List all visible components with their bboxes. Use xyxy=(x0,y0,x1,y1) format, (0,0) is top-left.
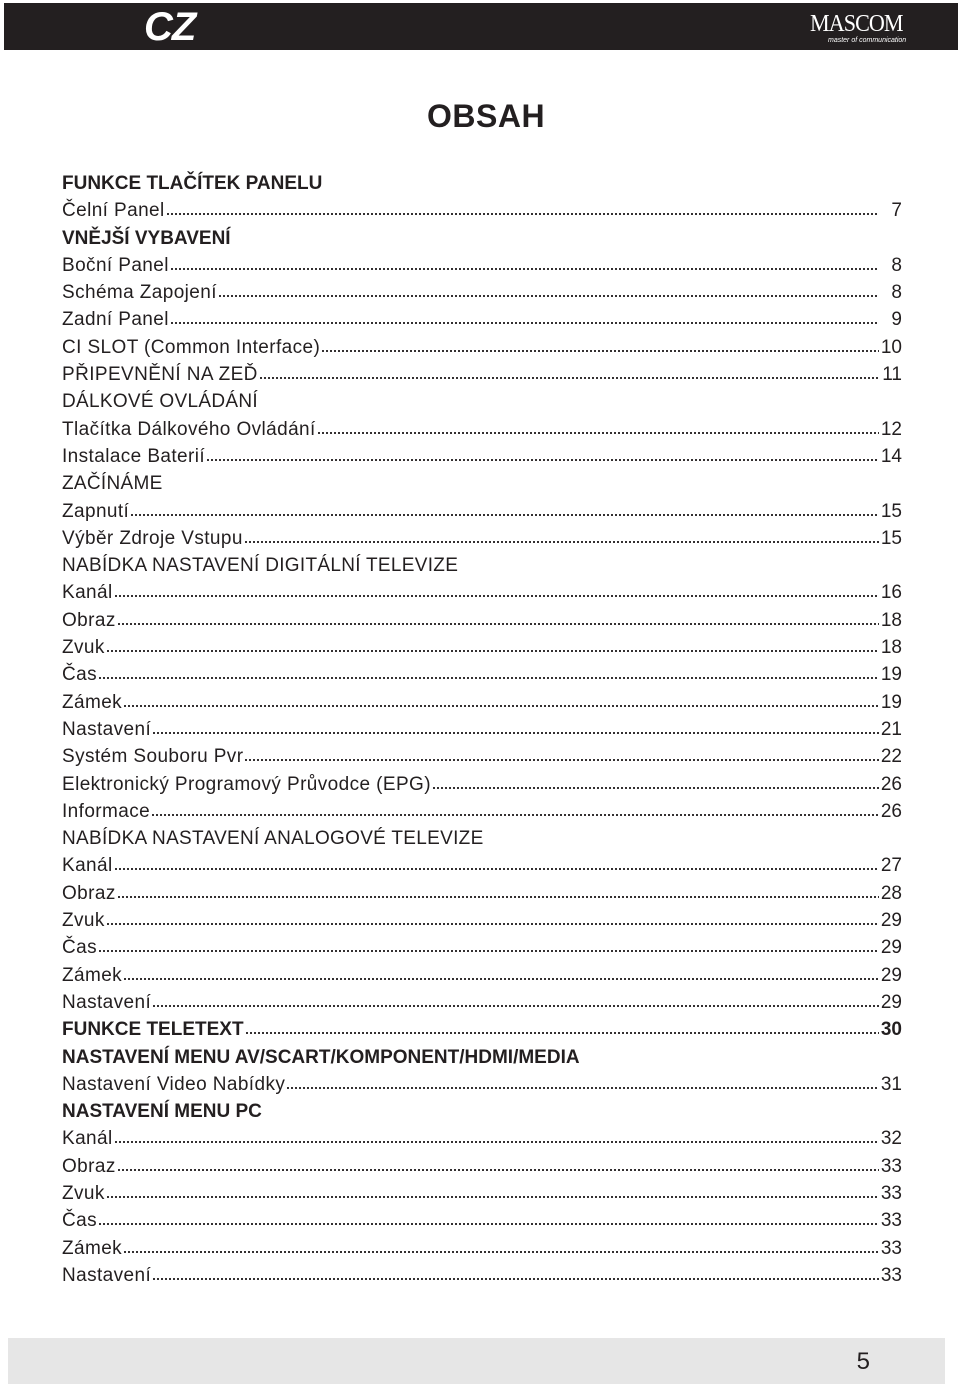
toc-page-number: 19 xyxy=(880,664,902,686)
toc-entry[interactable] xyxy=(62,880,902,907)
toc-leader-dots xyxy=(98,949,879,953)
toc-section-heading xyxy=(62,552,902,579)
toc-label: Tlačítka Dálkového Ovládání xyxy=(62,418,316,440)
toc-entry[interactable] xyxy=(62,743,902,770)
toc-leader-dots xyxy=(317,431,879,435)
toc-page-number: 29 xyxy=(880,937,902,959)
toc-leader-dots xyxy=(117,1168,879,1172)
toc-entry[interactable] xyxy=(62,1262,902,1289)
toc-page-number: 33 xyxy=(880,1264,902,1286)
toc-leader-dots xyxy=(114,594,879,598)
toc-leader-dots xyxy=(244,758,879,762)
toc-label: PŘIPEVNĚNÍ NA ZEĎ xyxy=(62,364,258,386)
toc-label: DÁLKOVÉ OVLÁDÁNÍ xyxy=(62,391,258,413)
toc-label: Zvuk xyxy=(62,637,105,659)
toc-entry[interactable] xyxy=(62,1071,902,1098)
page-footer xyxy=(8,1338,945,1384)
toc-page-number: 18 xyxy=(880,609,902,631)
toc-page-number: 19 xyxy=(880,691,902,713)
toc-leader-dots xyxy=(130,513,879,517)
toc-page-number: 28 xyxy=(880,882,902,904)
toc-label: Elektronický Programový Průvodce (EPG) xyxy=(62,773,431,795)
toc-label: Systém Souboru Pvr xyxy=(62,746,244,768)
brand-logo-text: MASCOM xyxy=(810,11,903,37)
toc-leader-dots xyxy=(123,1250,879,1254)
toc-entry[interactable] xyxy=(62,716,902,743)
brand-logo xyxy=(810,11,922,47)
toc-leader-dots xyxy=(259,376,879,380)
toc-label: Kanál xyxy=(62,855,113,877)
toc-leader-dots xyxy=(123,977,879,981)
toc-page-number: 26 xyxy=(880,800,902,822)
toc-entry[interactable] xyxy=(62,852,902,879)
toc-page-number: 8 xyxy=(891,254,902,276)
toc-label: NABÍDKA NASTAVENÍ DIGITÁLNÍ TELEVIZE xyxy=(62,555,459,577)
toc-entry[interactable] xyxy=(62,579,902,606)
toc-page-number: 16 xyxy=(880,582,902,604)
toc-entry[interactable] xyxy=(62,279,902,306)
toc-entry[interactable] xyxy=(62,1235,902,1262)
toc-page-number: 8 xyxy=(891,282,902,304)
toc-leader-dots xyxy=(152,1004,879,1008)
toc-leader-dots xyxy=(170,267,879,271)
toc-leader-dots xyxy=(432,786,879,790)
toc-label: Zámek xyxy=(62,1237,123,1259)
brand-logo-tagline: master of communication xyxy=(828,37,907,44)
toc-leader-dots xyxy=(152,1277,879,1281)
toc-entry[interactable] xyxy=(62,361,902,388)
toc-label: Obraz xyxy=(62,609,116,631)
toc-leader-dots xyxy=(321,349,879,353)
toc-entry[interactable] xyxy=(62,1125,902,1152)
toc-label: Zvuk xyxy=(62,910,105,932)
toc-leader-dots xyxy=(152,731,879,735)
toc-label: Schéma Zapojení xyxy=(62,282,217,304)
toc-leader-dots xyxy=(114,1140,879,1144)
toc-label: Čas xyxy=(62,1210,97,1232)
toc-label: Výběr Zdroje Vstupu xyxy=(62,527,243,549)
toc-label: Nastavení xyxy=(62,1264,152,1286)
toc-leader-dots xyxy=(166,212,879,216)
toc-page-number: 26 xyxy=(880,773,902,795)
toc-entry[interactable] xyxy=(62,1153,902,1180)
toc-label: NASTAVENÍ MENU PC xyxy=(62,1101,262,1123)
toc-page-number: 33 xyxy=(880,1155,902,1177)
toc-entry[interactable] xyxy=(62,689,902,716)
toc-page-number: 18 xyxy=(880,637,902,659)
toc-label: Zámek xyxy=(62,691,123,713)
toc-label: Informace xyxy=(62,800,151,822)
toc-label: Zadní Panel xyxy=(62,309,169,331)
toc-entry[interactable] xyxy=(62,525,902,552)
toc-leader-dots xyxy=(114,867,879,871)
toc-page-number: 15 xyxy=(880,527,902,549)
toc-section-heading xyxy=(62,170,902,197)
toc-entry[interactable] xyxy=(62,306,902,333)
toc-section-heading xyxy=(62,388,902,415)
toc-entry[interactable] xyxy=(62,1180,902,1207)
toc-section-heading xyxy=(62,470,902,497)
toc-label: Zámek xyxy=(62,964,123,986)
toc-leader-dots xyxy=(218,294,879,298)
toc-leader-dots xyxy=(206,458,879,462)
toc-entry[interactable] xyxy=(62,661,902,688)
toc-entry[interactable] xyxy=(62,498,902,525)
toc-leader-dots xyxy=(151,813,879,817)
toc-leader-dots xyxy=(98,1222,879,1226)
toc-page-number: 33 xyxy=(880,1210,902,1232)
toc-label: VNĚJŠÍ VYBAVENÍ xyxy=(62,227,231,249)
toc-label: CI SLOT (Common Interface) xyxy=(62,336,321,358)
toc-label: Kanál xyxy=(62,582,113,604)
toc-label: Obraz xyxy=(62,1155,116,1177)
toc-label: FUNKCE TLAČÍTEK PANELU xyxy=(62,173,323,194)
toc-leader-dots xyxy=(98,676,879,680)
toc-label: Instalace Baterií xyxy=(62,445,206,467)
toc-leader-dots xyxy=(106,922,879,926)
toc-page-number: 27 xyxy=(880,855,902,877)
toc-page-number: 14 xyxy=(880,445,902,467)
toc-label: Zvuk xyxy=(62,1182,105,1204)
toc-page-number: 9 xyxy=(891,309,902,331)
toc-leader-dots xyxy=(117,895,879,899)
toc-entry[interactable] xyxy=(62,334,902,361)
toc-label: Obraz xyxy=(62,882,116,904)
toc-section-heading xyxy=(62,1044,902,1071)
toc-leader-dots xyxy=(106,649,879,653)
toc-entry[interactable] xyxy=(62,934,902,961)
toc-entry[interactable] xyxy=(62,771,902,798)
toc-label: Boční Panel xyxy=(62,254,169,276)
toc-label: NABÍDKA NASTAVENÍ ANALOGOVÉ TELEVIZE xyxy=(62,828,484,850)
toc-page-number: 10 xyxy=(880,336,902,358)
toc-entry[interactable] xyxy=(62,1207,902,1234)
toc-leader-dots xyxy=(117,622,879,626)
toc-entry[interactable] xyxy=(62,798,902,825)
toc-leader-dots xyxy=(106,1195,879,1199)
toc-page-number: 31 xyxy=(880,1073,902,1095)
toc-leader-dots xyxy=(244,540,879,544)
toc-page-number: 12 xyxy=(880,418,902,440)
toc-leader-dots xyxy=(286,1086,879,1090)
toc-page-number: 33 xyxy=(880,1237,902,1259)
toc-page-number: 29 xyxy=(880,910,902,932)
toc-entry[interactable] xyxy=(62,607,902,634)
toc-leader-dots xyxy=(170,321,879,325)
toc-label: ZAČÍNÁME xyxy=(62,473,163,495)
toc-page-number: 30 xyxy=(880,1019,902,1041)
toc-page-number: 32 xyxy=(880,1128,902,1150)
toc-entry[interactable] xyxy=(62,989,902,1016)
toc-section-heading xyxy=(62,225,902,252)
toc-label: Kanál xyxy=(62,1128,113,1150)
toc-page-number: 15 xyxy=(880,500,902,522)
toc-entry[interactable] xyxy=(62,197,902,224)
toc-label: Čelní Panel xyxy=(62,200,165,222)
toc-entry[interactable] xyxy=(62,443,902,470)
page-number: 5 xyxy=(856,1348,870,1375)
toc-entry[interactable] xyxy=(62,416,902,443)
page-title: OBSAH xyxy=(427,98,546,134)
toc-page-number: 33 xyxy=(880,1182,902,1204)
page-header xyxy=(4,3,958,50)
toc-label: Čas xyxy=(62,664,97,686)
toc-entry[interactable] xyxy=(62,634,902,661)
toc-page-number: 29 xyxy=(880,991,902,1013)
toc-entry[interactable] xyxy=(62,907,902,934)
toc-label: NASTAVENÍ MENU AV/SCART/KOMPONENT/HDMI/MEDIA xyxy=(62,1046,580,1068)
toc-entry[interactable] xyxy=(62,962,902,989)
toc-section-heading[interactable] xyxy=(62,1016,902,1043)
toc-label: FUNKCE TELETEXT xyxy=(62,1019,244,1041)
toc-label: Nastavení xyxy=(62,718,152,740)
toc-label: Zapnutí xyxy=(62,500,130,522)
toc-entry[interactable] xyxy=(62,252,902,279)
toc-leader-dots xyxy=(245,1031,879,1035)
table-of-contents xyxy=(62,170,902,1289)
toc-page-number: 7 xyxy=(891,200,902,222)
toc-page-number: 21 xyxy=(880,718,902,740)
toc-page-number: 11 xyxy=(882,364,902,386)
toc-section-heading xyxy=(62,1098,902,1125)
toc-label: Nastavení xyxy=(62,991,152,1013)
toc-label: Čas xyxy=(62,937,97,959)
toc-leader-dots xyxy=(123,704,879,708)
toc-section-heading xyxy=(62,825,902,852)
toc-page-number: 29 xyxy=(880,964,902,986)
toc-page-number: 22 xyxy=(880,746,902,768)
language-code: CZ xyxy=(144,5,196,49)
toc-label: Nastavení Video Nabídky xyxy=(62,1073,286,1095)
